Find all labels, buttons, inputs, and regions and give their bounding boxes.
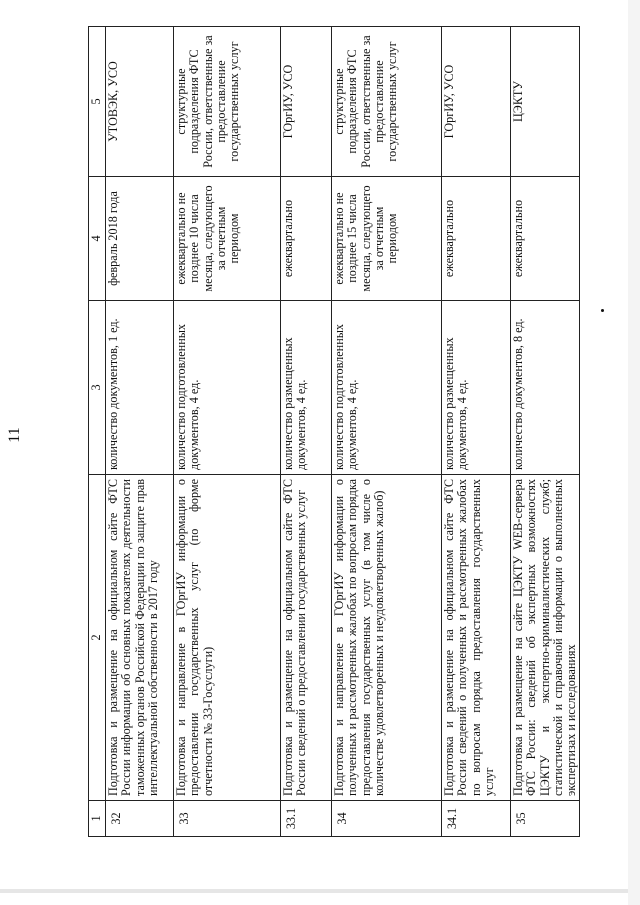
- table-row: [106, 27, 174, 837]
- table-row: [174, 27, 281, 837]
- table-row: [442, 27, 511, 837]
- row-number: 32: [106, 801, 174, 837]
- row-description: Подготовка и направление в ГОргИУ информации о полученных и рассмотренных жалобах по вопросам порядка предоставления государственных услуг (в том числе о количестве удовлетворенных и неудовлетворенных жалоб): [332, 475, 442, 801]
- scan-speck: [601, 309, 604, 312]
- column-header: 4: [89, 177, 106, 301]
- row-period: февраль 2018 года: [106, 177, 174, 301]
- row-number: 33.1: [281, 801, 332, 837]
- row-indicator: количество документов, 1 ед.: [106, 301, 174, 475]
- header-row: [89, 27, 106, 837]
- page-number: 11: [6, 427, 23, 443]
- column-header: 1: [89, 801, 106, 837]
- row-indicator: количество размещенных документов, 4 ед.: [281, 301, 332, 475]
- scan-edge-right: [628, 0, 640, 905]
- row-responsible: УТОВЭК, УСО: [106, 27, 174, 177]
- row-indicator: количество подготовленных документов, 4 ед.: [332, 301, 442, 475]
- column-header: 3: [89, 301, 106, 475]
- row-responsible: структурные подразделения ФТС России, ответственные за предоставление государственных услуг: [174, 27, 281, 177]
- row-description: Подготовка и размещение на официальном сайте ФТС России информации об основных показателях деятельности таможенных органов Российской Федерации по защите прав интеллектуальной собственности в 2017 году: [106, 475, 174, 801]
- row-period: ежеквартально не позднее 10 числа месяца, следующего за отчетным периодом: [174, 177, 281, 301]
- row-number: 33: [174, 801, 281, 837]
- row-period: ежеквартально: [442, 177, 511, 301]
- table-row: [332, 27, 442, 837]
- row-description: Подготовка и направление в ГОргИУ информации о предоставлении государственных услуг (по форме отчетности № 33-Госуслуги): [174, 475, 281, 801]
- row-responsible: ГОргИУ, УСО: [442, 27, 511, 177]
- row-number: 34: [332, 801, 442, 837]
- row-number: 34.1: [442, 801, 511, 837]
- row-period: ежеквартально: [511, 177, 580, 301]
- column-header: 2: [89, 475, 106, 801]
- column-header: 5: [89, 27, 106, 177]
- row-description: Подготовка и размещение на официальном сайте ФТС России сведений о предоставлении государственных услуг: [281, 475, 332, 801]
- row-responsible: ГОргИУ, УСО: [281, 27, 332, 177]
- row-period: ежеквартально: [281, 177, 332, 301]
- row-indicator: количество подготовленных документов, 4 ед.: [174, 301, 281, 475]
- rotated-page: [88, 27, 579, 837]
- row-description: Подготовка и размещение на сайте ЦЭКТУ WEB-сервера ФТС России: сведений об экспертных возможностях ЦЭКТУ и экспертно-криминалистических служб; статистической и справочной информации о выполненных экспертизах и исследованиях: [511, 475, 580, 801]
- row-responsible: структурные подразделения ФТС России, ответственные за предоставление государственных услуг: [332, 27, 442, 177]
- row-number: 35: [511, 801, 580, 837]
- row-indicator: количество размещенных документов, 4 ед.: [442, 301, 511, 475]
- plan-table: [88, 26, 580, 837]
- row-indicator: количество документов, 8 ед.: [511, 301, 580, 475]
- row-responsible: ЦЭКТУ: [511, 27, 580, 177]
- scan-edge-bottom: [0, 889, 640, 893]
- row-period: ежеквартально не позднее 15 числа месяца, следующего за отчетным периодом: [332, 177, 442, 301]
- row-description: Подготовка и размещение на официальном сайте ФТС России сведений о полученных и рассмотренных жалобах по вопросам порядка предоставления государственных услуг: [442, 475, 511, 801]
- table-row: [511, 27, 580, 837]
- table-row: [281, 27, 332, 837]
